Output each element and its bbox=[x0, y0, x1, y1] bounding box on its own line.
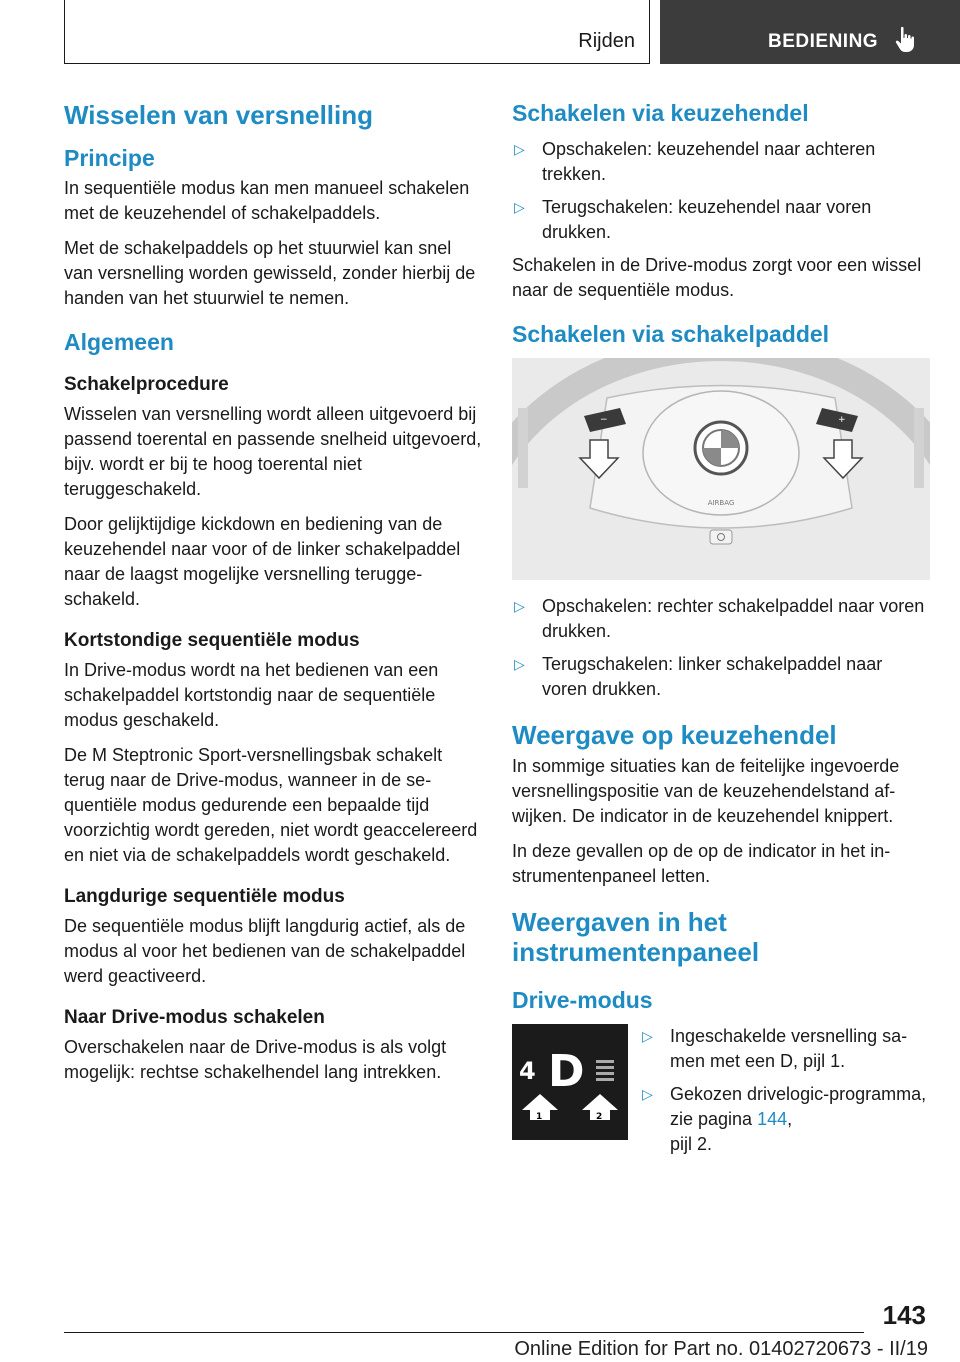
weergave-paragraph-1: In sommige situaties kan de feitelijke ingevoerde versnellingspositie van de keuzehendelstand afwijken. De indicator in de keuzehendel knippert. bbox=[512, 756, 900, 826]
plus-label: + bbox=[838, 415, 846, 425]
header-chapter-box bbox=[660, 0, 960, 64]
drive-modus-heading: Drive-modus bbox=[512, 987, 653, 1013]
list-item: ▷ Ingeschakelde versnelling samen met een D, pijl 1. bbox=[642, 1026, 908, 1071]
arrow-2-label: 2 bbox=[596, 1112, 603, 1122]
airbag-label: AIRBAG bbox=[707, 499, 735, 507]
keuzehendel-paragraph: Schakelen in de Drive-modus zorgt voor een wissel naar de sequentiële modus. bbox=[512, 255, 922, 300]
list-item: ▷ Terugschakelen: keuzehendel naar voren drukken. bbox=[514, 197, 872, 242]
list-item: ▷ Opschakelen: rechter schakelpaddel naar voren drukken. bbox=[514, 596, 925, 641]
drive-modus-list bbox=[640, 1024, 930, 1165]
header-section-title: Rijden bbox=[578, 30, 635, 52]
list-item: ▷ Gekozen drivelogic-programma, zie pagina 144, pijl 2. bbox=[642, 1084, 927, 1154]
schakelpaddel-list bbox=[512, 594, 930, 702]
steering-wheel-image bbox=[512, 358, 930, 580]
langdurig-paragraph-1: De sequentiële modus blijft langdurig actief, als de modus al voor het bedienen van de schakelpaddel werd geactiveerd. bbox=[64, 916, 466, 986]
weergave-paragraph-2: In deze gevallen op de op de indicator in het instrumentenpaneel letten. bbox=[512, 841, 891, 886]
triangle-bullet-icon: ▷ bbox=[514, 141, 525, 157]
triangle-bullet-icon: ▷ bbox=[514, 598, 525, 614]
list-item: ▷ Opschakelen: keuzehendel naar achteren trekken. bbox=[514, 139, 876, 184]
schakelprocedure-paragraph-2: Door gelijktijdige kickdown en bediening van de keuzehendel naar voor of de linker schakelpaddel naar de laagst mogelijke versnelling teruggeschakeld. bbox=[64, 514, 461, 609]
kortstondig-paragraph-2: De M Steptronic Sport-versnellingsbak schakelt terug naar de Drive-modus, wanneer in de sequentiële modus gedurende een bepaalde tijd voorzichtig wordt gereden, niet wordt geaccelereerd en niet via de schakelpaddels wordt geschakeld. bbox=[64, 745, 478, 865]
weergave-heading: Weergave op keuzehendel bbox=[512, 720, 837, 750]
principe-paragraph-2: Met de schakelpaddels op het stuurwiel kan snel van versnelling worden gewisseld, zonder hierbij de handen van het stuurwiel te nemen. bbox=[64, 238, 476, 308]
triangle-bullet-icon: ▷ bbox=[514, 656, 525, 672]
weergaven-heading: Weergaven in het instrumentenpaneel bbox=[512, 907, 760, 967]
page-link-144[interactable]: 144 bbox=[757, 1109, 788, 1129]
principe-heading: Principe bbox=[64, 145, 155, 171]
keuzehendel-heading: Schakelen via keuzehendel bbox=[512, 100, 809, 126]
list-item: ▷ Terugschakelen: linker schakelpaddel naar voren drukken. bbox=[514, 654, 883, 699]
page-title: Wisselen van versnelling bbox=[64, 100, 374, 130]
drive-schakelen-paragraph-1: Overschakelen naar de Drive-modus is als volgt mogelijk: rechtse schakelhendel lang intrekken. bbox=[64, 1037, 447, 1082]
keuzehendel-list bbox=[512, 137, 930, 245]
footer-divider bbox=[64, 1332, 864, 1333]
triangle-bullet-icon: ▷ bbox=[642, 1028, 653, 1044]
drive-modus-block bbox=[512, 1024, 930, 1154]
kortstondig-title: Kortstondige sequentiële modus bbox=[64, 630, 360, 651]
footer-edition: Online Edition for Part no. 01402720673 - II/19 bbox=[514, 1338, 928, 1360]
hand-pointer-icon bbox=[894, 26, 918, 54]
triangle-bullet-icon: ▷ bbox=[514, 199, 525, 215]
algemeen-heading: Algemeen bbox=[64, 329, 174, 355]
drive-schakelen-title: Naar Drive-modus schakelen bbox=[64, 1007, 325, 1028]
page-number: 143 bbox=[882, 1300, 926, 1330]
schakelprocedure-title: Schakelprocedure bbox=[64, 374, 229, 395]
schakelpaddel-heading: Schakelen via schakelpaddel bbox=[512, 321, 830, 347]
kortstondig-paragraph-1: In Drive-modus wordt na het bedienen van een schakelpaddel kortstondig naar de sequentiële modus geschakeld. bbox=[64, 660, 439, 730]
minus-label: − bbox=[600, 415, 608, 425]
triangle-bullet-icon: ▷ bbox=[642, 1086, 653, 1102]
left-column bbox=[64, 100, 482, 1095]
schakelprocedure-paragraph-1: Wisselen van versnelling wordt alleen uitgevoerd bij passend toerental en passende snelheid uitgevoerd, bijv. wordt er bij te hoog toerental niet teruggeschakeld. bbox=[64, 404, 482, 499]
header-section-box bbox=[64, 0, 650, 64]
principe-paragraph-1: In sequentiële modus kan men manueel schakelen met de keuzehendel of schakelpaddels. bbox=[64, 178, 470, 223]
drive-display-image bbox=[512, 1024, 628, 1140]
header-chapter-title: BEDIENING bbox=[768, 31, 879, 52]
display-gear: 4 bbox=[519, 1057, 536, 1085]
display-mode: D bbox=[548, 1046, 585, 1097]
langdurig-title: Langdurige sequentiële modus bbox=[64, 886, 345, 907]
arrow-1-label: 1 bbox=[536, 1112, 543, 1122]
right-column bbox=[512, 100, 930, 1154]
